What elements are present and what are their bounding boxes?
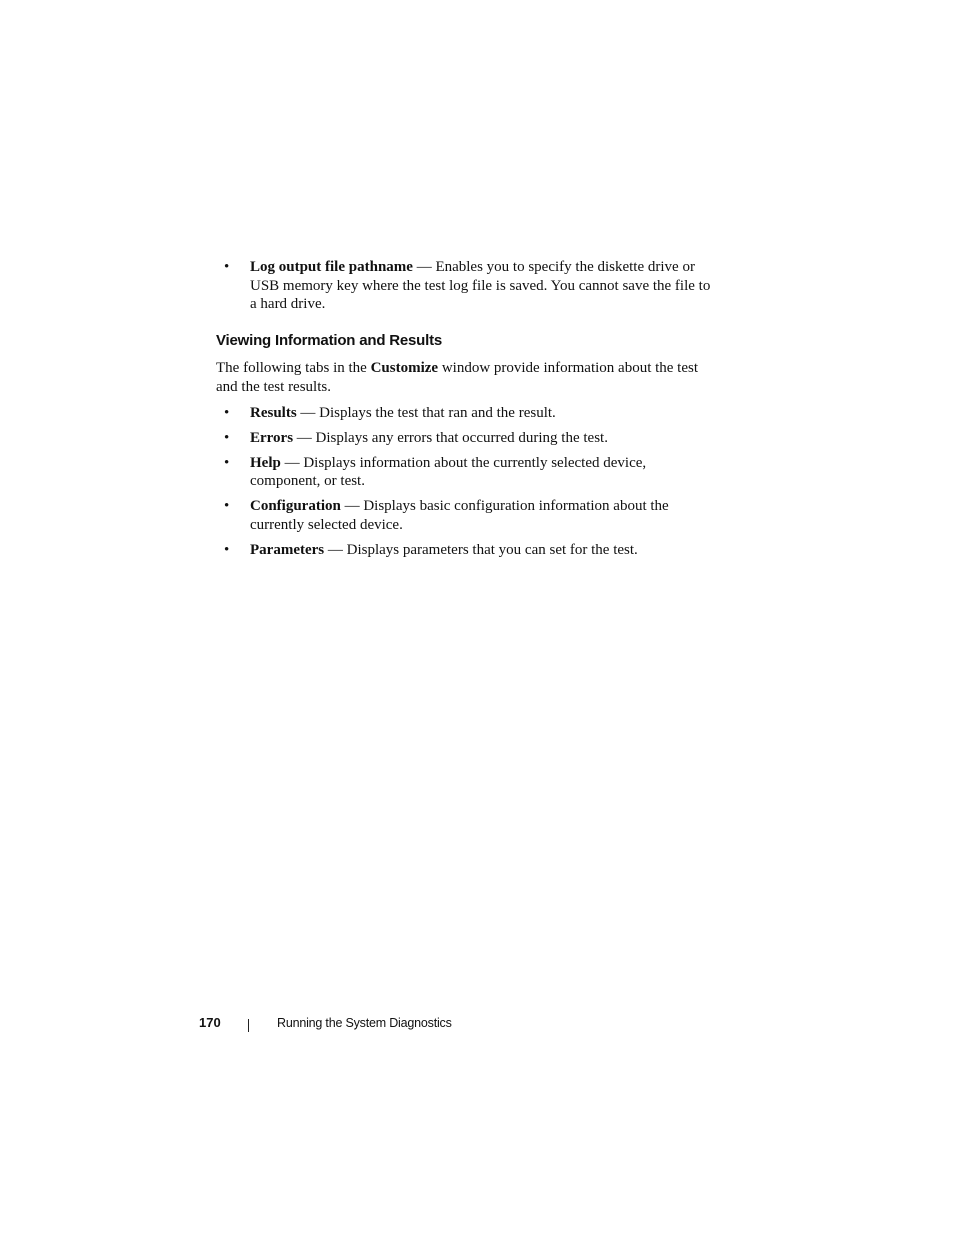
list-item-description: — Displays information about the currently selected device, component, or test. bbox=[250, 454, 647, 489]
list-item bbox=[216, 541, 716, 560]
intro-text-start: The following tabs in the bbox=[216, 359, 371, 376]
bullet-marker: • bbox=[224, 259, 230, 275]
page-number: 170 bbox=[199, 1015, 221, 1030]
list-item-term: Errors bbox=[250, 429, 294, 446]
page-footer bbox=[199, 1015, 599, 1033]
chapter-title: Running the System Diagnostics bbox=[277, 1016, 452, 1030]
list-item-description: — Displays any errors that occurred during the test. bbox=[293, 429, 608, 446]
list-item-description: — Displays basic configuration information about the currently selected device. bbox=[250, 498, 669, 533]
page-content bbox=[216, 258, 716, 566]
intro-text-end: window provide information about the test and the test results. bbox=[216, 359, 699, 395]
list-item-term: Configuration bbox=[250, 498, 341, 514]
list-item bbox=[216, 429, 716, 448]
log-options-list bbox=[216, 258, 716, 314]
list-item bbox=[216, 454, 716, 491]
bullet-marker: • bbox=[224, 404, 230, 421]
list-item-term: Results bbox=[250, 404, 297, 421]
list-item bbox=[216, 404, 716, 423]
list-item-description: — Displays parameters that you can set for the test. bbox=[324, 541, 638, 558]
list-item-term: Log output file pathname bbox=[250, 259, 413, 275]
tabs-list bbox=[216, 404, 716, 560]
footer-divider bbox=[248, 1019, 249, 1032]
bullet-marker: • bbox=[224, 429, 230, 446]
list-item-term: Help bbox=[250, 454, 281, 471]
section-intro bbox=[216, 359, 716, 398]
list-item-description: — Enables you to specify the diskette drive or USB memory key where the test log file is saved. You cannot save the file to a hard drive. bbox=[250, 259, 711, 312]
bullet-marker: • bbox=[224, 454, 230, 471]
list-item bbox=[216, 497, 716, 534]
bullet-marker: • bbox=[224, 541, 230, 558]
bullet-marker: • bbox=[224, 498, 230, 514]
list-item bbox=[216, 258, 716, 314]
section-heading: Viewing Information and Results bbox=[216, 331, 443, 349]
intro-bold-term: Customize bbox=[370, 359, 439, 376]
list-item-term: Parameters bbox=[250, 541, 325, 558]
list-item-description: — Displays the test that ran and the result. bbox=[296, 404, 556, 421]
